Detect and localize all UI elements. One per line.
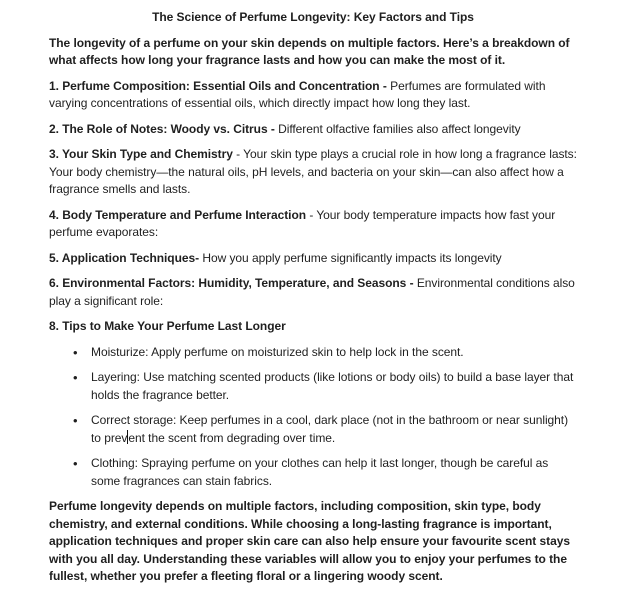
list-item[interactable] xyxy=(73,412,577,447)
section-body: - Your body temperature impacts how fast your perfume evaporates: xyxy=(49,207,556,239)
section-body: - Your skin type plays a crucial role in how long a fragrance lasts: Your body chemistry—the natural oils, pH levels, and bacteria on your skin—can also affect how a fragrance smells and lasts. xyxy=(49,147,577,196)
section-body: Perfumes are formulated with varying concentrations of essential oils, which directly impact how long they last. xyxy=(49,78,546,110)
section-body: Different olfactive families also affect longevity xyxy=(274,121,521,136)
section-heading: 6. Environmental Factors: Humidity, Temperature, and Seasons - xyxy=(49,276,414,290)
section-paragraph-6[interactable] xyxy=(49,275,577,310)
intro-paragraph[interactable]: The longevity of a perfume on your skin depends on multiple factors. Here’s a breakdown of what affects how long your fragrance lasts and how you can make the most of it. xyxy=(49,35,570,67)
tip-text: Clothing: Spraying perfume on your clothes can help it last longer, though be careful as some fragrances can stain fabrics. xyxy=(91,456,549,488)
section-heading: 4. Body Temperature and Perfume Interaction xyxy=(49,207,307,222)
section-paragraph-3[interactable] xyxy=(49,146,577,199)
section-heading: 2. The Role of Notes: Woody vs. Citrus - xyxy=(49,121,275,136)
document-title[interactable]: The Science of Perfume Longevity: Key Factors and Tips xyxy=(152,10,474,24)
section-paragraph-1[interactable] xyxy=(49,78,577,113)
section-paragraph-4[interactable] xyxy=(49,207,577,242)
list-item[interactable] xyxy=(73,369,577,404)
list-item[interactable] xyxy=(73,455,577,490)
section-heading: 1. Perfume Composition: Essential Oils and Concentration - xyxy=(49,78,387,93)
tip-text: Layering: Use matching scented products (like lotions or body oils) to build a base layer that holds the fragrance better. xyxy=(91,370,574,402)
section-paragraph-2[interactable] xyxy=(49,121,577,139)
tip-text: ent the scent from degrading over time. xyxy=(128,430,336,445)
section-heading: 3. Your Skin Type and Chemistry xyxy=(49,147,233,161)
section-heading: 5. Application Techniques- xyxy=(49,250,200,265)
section-body: Environmental conditions also play a significant role: xyxy=(49,276,575,308)
section-paragraph-5[interactable] xyxy=(49,250,577,268)
tips-heading[interactable]: 8. Tips to Make Your Perfume Last Longer xyxy=(49,319,286,333)
list-item[interactable] xyxy=(73,344,577,362)
tips-list xyxy=(49,344,577,491)
tip-text: Moisturize: Apply perfume on moisturized skin to help lock in the scent. xyxy=(91,344,464,359)
conclusion-paragraph[interactable]: Perfume longevity depends on multiple factors, including composition, skin type, body chemistry, and external conditions. While choosing a long-lasting fragrance is important, application techniques and proper skin care can also help ensure your favourite scent stays with you all day. Understanding these variables will allow you to enjoy your perfumes to the fullest, whether you prefer a fleeting floral or a lingering woody scent. xyxy=(49,499,570,583)
section-body: How you apply perfume significantly impacts its longevity xyxy=(199,250,502,265)
tip-text: Correct storage: Keep perfumes in a cool, dark place (not in the bathroom or near sunlight) to prev xyxy=(91,413,569,445)
